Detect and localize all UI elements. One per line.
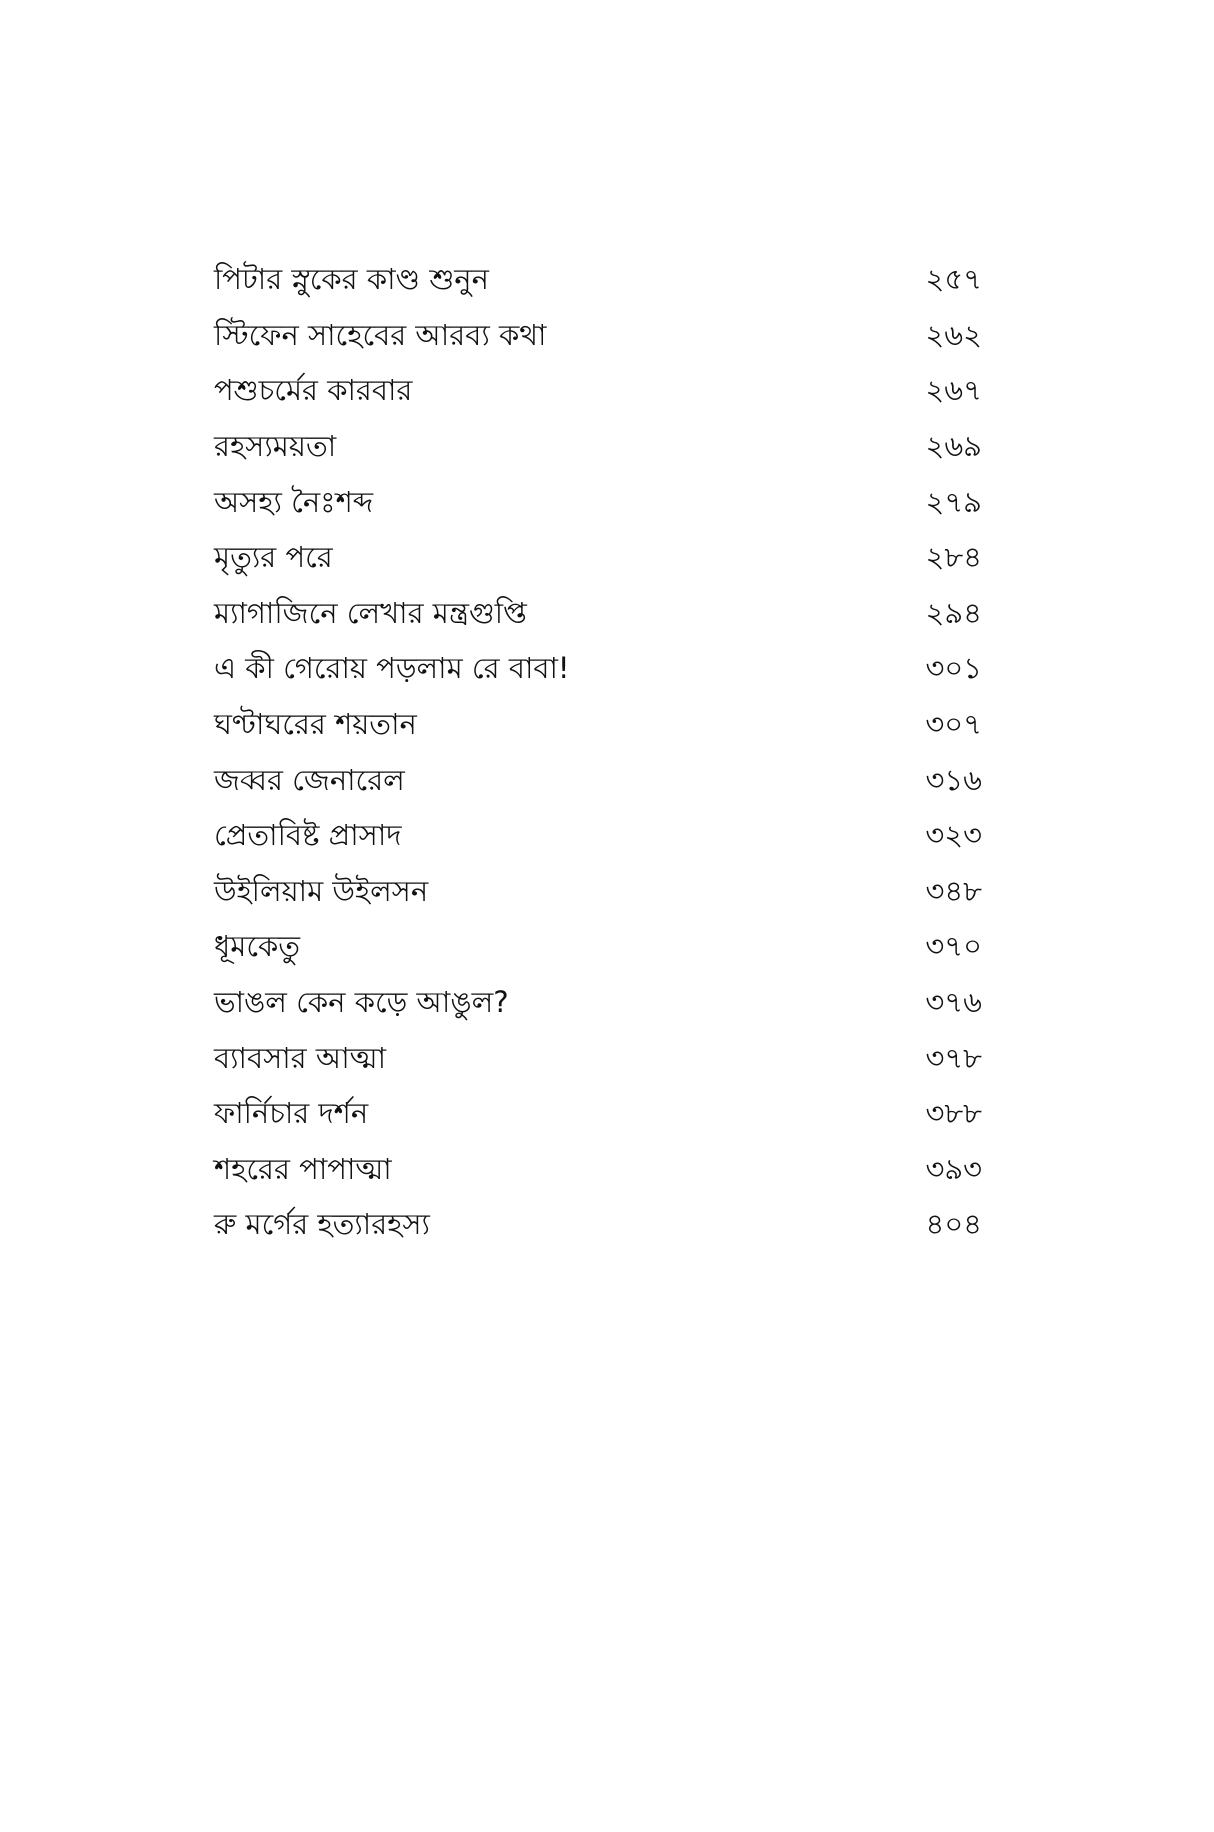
toc-entry-page-number: ৩৭০ bbox=[925, 929, 982, 964]
toc-entry-page-number: ৩১৬ bbox=[925, 762, 982, 797]
toc-entry-page-number: ২৫৭ bbox=[925, 262, 982, 297]
toc-entry-title: স্টিফেন সাহেবের আরব্য কথা bbox=[214, 317, 547, 352]
toc-entry-page-number: ২৯৪ bbox=[925, 595, 982, 630]
toc-entry bbox=[214, 363, 982, 419]
table-of-contents bbox=[214, 252, 982, 1253]
toc-entry bbox=[214, 1197, 982, 1253]
toc-entry-title: ভাঙল কেন কড়ে আঙুল? bbox=[214, 985, 509, 1020]
toc-entry-page-number: ৩৭৮ bbox=[925, 1040, 982, 1075]
toc-entry bbox=[214, 808, 982, 864]
toc-entry bbox=[214, 308, 982, 364]
toc-entry bbox=[214, 752, 982, 808]
toc-entry-title: ম্যাগাজিনে লেখার মন্ত্রগুপ্তি bbox=[214, 595, 527, 630]
toc-entry bbox=[214, 530, 982, 586]
toc-entry-page-number: ৩০৭ bbox=[925, 707, 982, 742]
toc-entry bbox=[214, 864, 982, 920]
toc-entry-page-number: ২৮৪ bbox=[925, 540, 982, 575]
toc-entry-title: শহরের পাপাত্মা bbox=[214, 1151, 392, 1186]
toc-entry-page-number: ২৬৯ bbox=[925, 429, 982, 464]
toc-entry bbox=[214, 586, 982, 642]
toc-entry bbox=[214, 919, 982, 975]
toc-entry-page-number: ৩২৩ bbox=[925, 818, 982, 853]
toc-entry-page-number: ৩৯৩ bbox=[925, 1151, 982, 1186]
toc-entry-page-number: ৩৪৮ bbox=[925, 873, 982, 908]
toc-entry-title: অসহ্য নৈঃশব্দ bbox=[214, 484, 374, 519]
toc-entry-title: ফার্নিচার দর্শন bbox=[214, 1096, 369, 1131]
toc-entry-title: ঘণ্টাঘরের শয়তান bbox=[214, 707, 417, 742]
toc-entry bbox=[214, 252, 982, 308]
toc-entry bbox=[214, 419, 982, 475]
toc-entry-page-number: ২৭৯ bbox=[925, 484, 982, 519]
toc-entry bbox=[214, 1086, 982, 1142]
toc-entry-title: রহস্যময়তা bbox=[214, 429, 337, 464]
toc-entry-page-number: ৩০১ bbox=[925, 651, 982, 686]
toc-entry-title: জব্বর জেনারেল bbox=[214, 762, 405, 797]
toc-entry bbox=[214, 474, 982, 530]
toc-entry-title: পিটার স্নুকের কাণ্ড শুনুন bbox=[214, 262, 489, 297]
toc-entry-page-number: ৪০৪ bbox=[925, 1207, 982, 1242]
toc-entry bbox=[214, 641, 982, 697]
toc-entry-title: প্রেতাবিষ্ট প্রাসাদ bbox=[214, 818, 402, 853]
toc-entry bbox=[214, 1030, 982, 1086]
toc-entry-page-number: ৩৭৬ bbox=[925, 985, 982, 1020]
toc-entry-title: ব্যাবসার আত্মা bbox=[214, 1040, 387, 1075]
toc-entry-title: ধূমকেতু bbox=[214, 929, 301, 964]
toc-entry-title: এ কী গেরোয় পড়লাম রে বাবা! bbox=[214, 651, 570, 686]
toc-entry-page-number: ৩৮৮ bbox=[925, 1096, 982, 1131]
toc-entry-page-number: ২৬২ bbox=[925, 317, 982, 352]
toc-entry-title: রু মর্গের হত্যারহস্য bbox=[214, 1207, 430, 1242]
toc-entry-page-number: ২৬৭ bbox=[925, 373, 982, 408]
toc-entry-title: মৃত্যুর পরে bbox=[214, 540, 333, 575]
toc-entry bbox=[214, 1142, 982, 1198]
toc-entry-title: উইলিয়াম উইলসন bbox=[214, 873, 429, 908]
toc-entry bbox=[214, 975, 982, 1031]
toc-entry bbox=[214, 697, 982, 753]
toc-entry-title: পশুচর্মের কারবার bbox=[214, 373, 413, 408]
